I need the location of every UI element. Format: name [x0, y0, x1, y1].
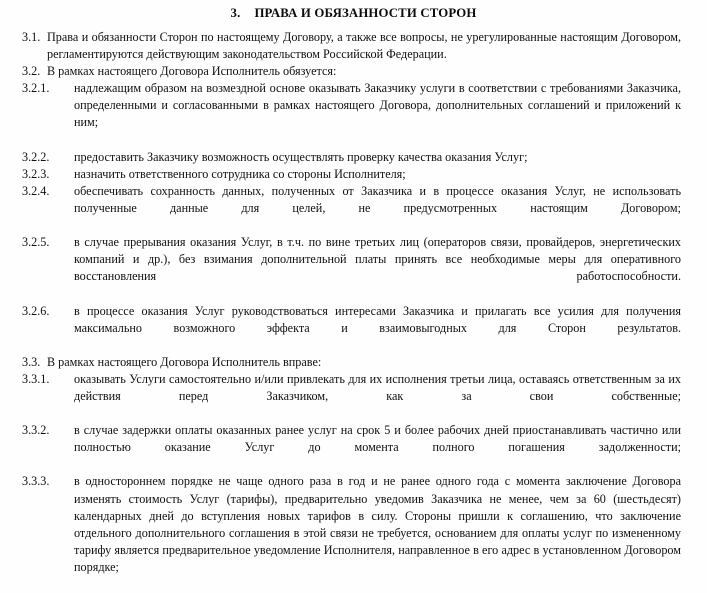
clause-3-3-3: [22, 473, 681, 593]
clause-text: надлежащим образом на возмездной основе оказывать Заказчику услуги в соответствии с требованиями Заказчика, определенными и согласованными в рамках настоящего Договора, дополнительных соглашений и приложений к ним;: [74, 81, 681, 130]
clause-text: в случае прерывания оказания Услуг, в т.ч. по вине третьих лиц (операторов связи, провайдеров, энергетических компаний и др.), без взимания дополнительной платы принять все необходимые меры для оперативного восстановления работоспособности.: [74, 235, 681, 284]
clause-3-2-2: [22, 149, 681, 166]
clause-number: 3.2.1.: [22, 81, 50, 96]
clause-text: обеспечивать сохранность данных, полученных от Заказчика и в процессе оказания Услуг, не использовать полученные данные для целей, не предусмотренных настоящим Договором;: [74, 183, 681, 215]
clause-3-3: [22, 354, 681, 371]
clause-number: 3.3.: [22, 354, 41, 369]
clause-text: Права и обязанности Сторон по настоящему Договору, а также все вопросы, не урегулированные настоящим Договором, регламентируются действующим законодательством Российской Федерации.: [47, 30, 681, 62]
clause-number: 3.3.1.: [22, 371, 50, 386]
clause-number: 3.2.5.: [22, 235, 50, 250]
clause-3-3-1: [22, 371, 681, 422]
clause-number: 3.3.3.: [22, 474, 50, 489]
clause-3-2: [22, 63, 681, 80]
clause-text: В рамках настоящего Договора Исполнитель обязуется:: [47, 64, 337, 79]
clause-number: 3.2.2.: [22, 149, 50, 164]
clause-3-1: [22, 29, 681, 63]
page-title: [0, 0, 707, 21]
clause-number: 3.3.2.: [22, 423, 50, 438]
clause-text: в одностороннем порядке не чаще одного раза в год и не ранее одного года с момента заключение Договора изменять стоимость Услуг (тарифы), предварительно уведомив Заказчика не менее, чем за 60 (шестьдесят) календарных дней до вступления новых тарифов в силу. Стороны пришли к соглашению, что заключение отдельного дополнительного соглашения в этой связи не требуется, основанием для оплаты услуг по измененному тарифу является предварительное уведомление Исполнителя, направленное в его адрес в установленном Договором порядке;: [74, 474, 681, 574]
clause-text: В рамках настоящего Договора Исполнитель вправе:: [47, 354, 322, 369]
clause-text: предоставить Заказчику возможность осуществлять проверку качества оказания Услуг;: [74, 149, 528, 164]
clause-3-2-3: [22, 166, 681, 183]
clause-number: 3.2.6.: [22, 303, 50, 318]
clause-3-2-5: [22, 234, 681, 302]
section-number: 3.: [230, 6, 241, 20]
clause-3-2-1: [22, 80, 681, 148]
clause-text: в случае задержки оплаты оказанных ранее услуг на срок 5 и более рабочих дней приостанавливать частично или полностью оказание Услуг до момента полного погашения задолженности;: [74, 423, 681, 455]
clause-number: 3.2.4.: [22, 183, 50, 198]
clause-text: в процессе оказания Услуг руководствоваться интересами Заказчика и прилагать все усилия для получения максимально возможного эффекта и взаимовыгодных для Сторон результатов.: [74, 303, 681, 335]
section-title-text: ПРАВА И ОБЯЗАННОСТИ СТОРОН: [254, 6, 477, 20]
clause-3-3-2: [22, 422, 681, 473]
clause-number: 3.2.3.: [22, 166, 50, 181]
clause-3-2-4: [22, 183, 681, 234]
clause-text: назначить ответственного сотрудника со стороны Исполнителя;: [74, 166, 406, 181]
clause-list: [0, 21, 707, 593]
clause-text: оказывать Услуги самостоятельно и/или привлекать для их исполнения третьи лица, оставаясь ответственным за их действия перед Заказчиком, как за свои собственные;: [74, 371, 681, 403]
clause-3-2-6: [22, 303, 681, 354]
clause-number: 3.2.: [22, 64, 41, 79]
clause-number: 3.1.: [22, 30, 41, 44]
